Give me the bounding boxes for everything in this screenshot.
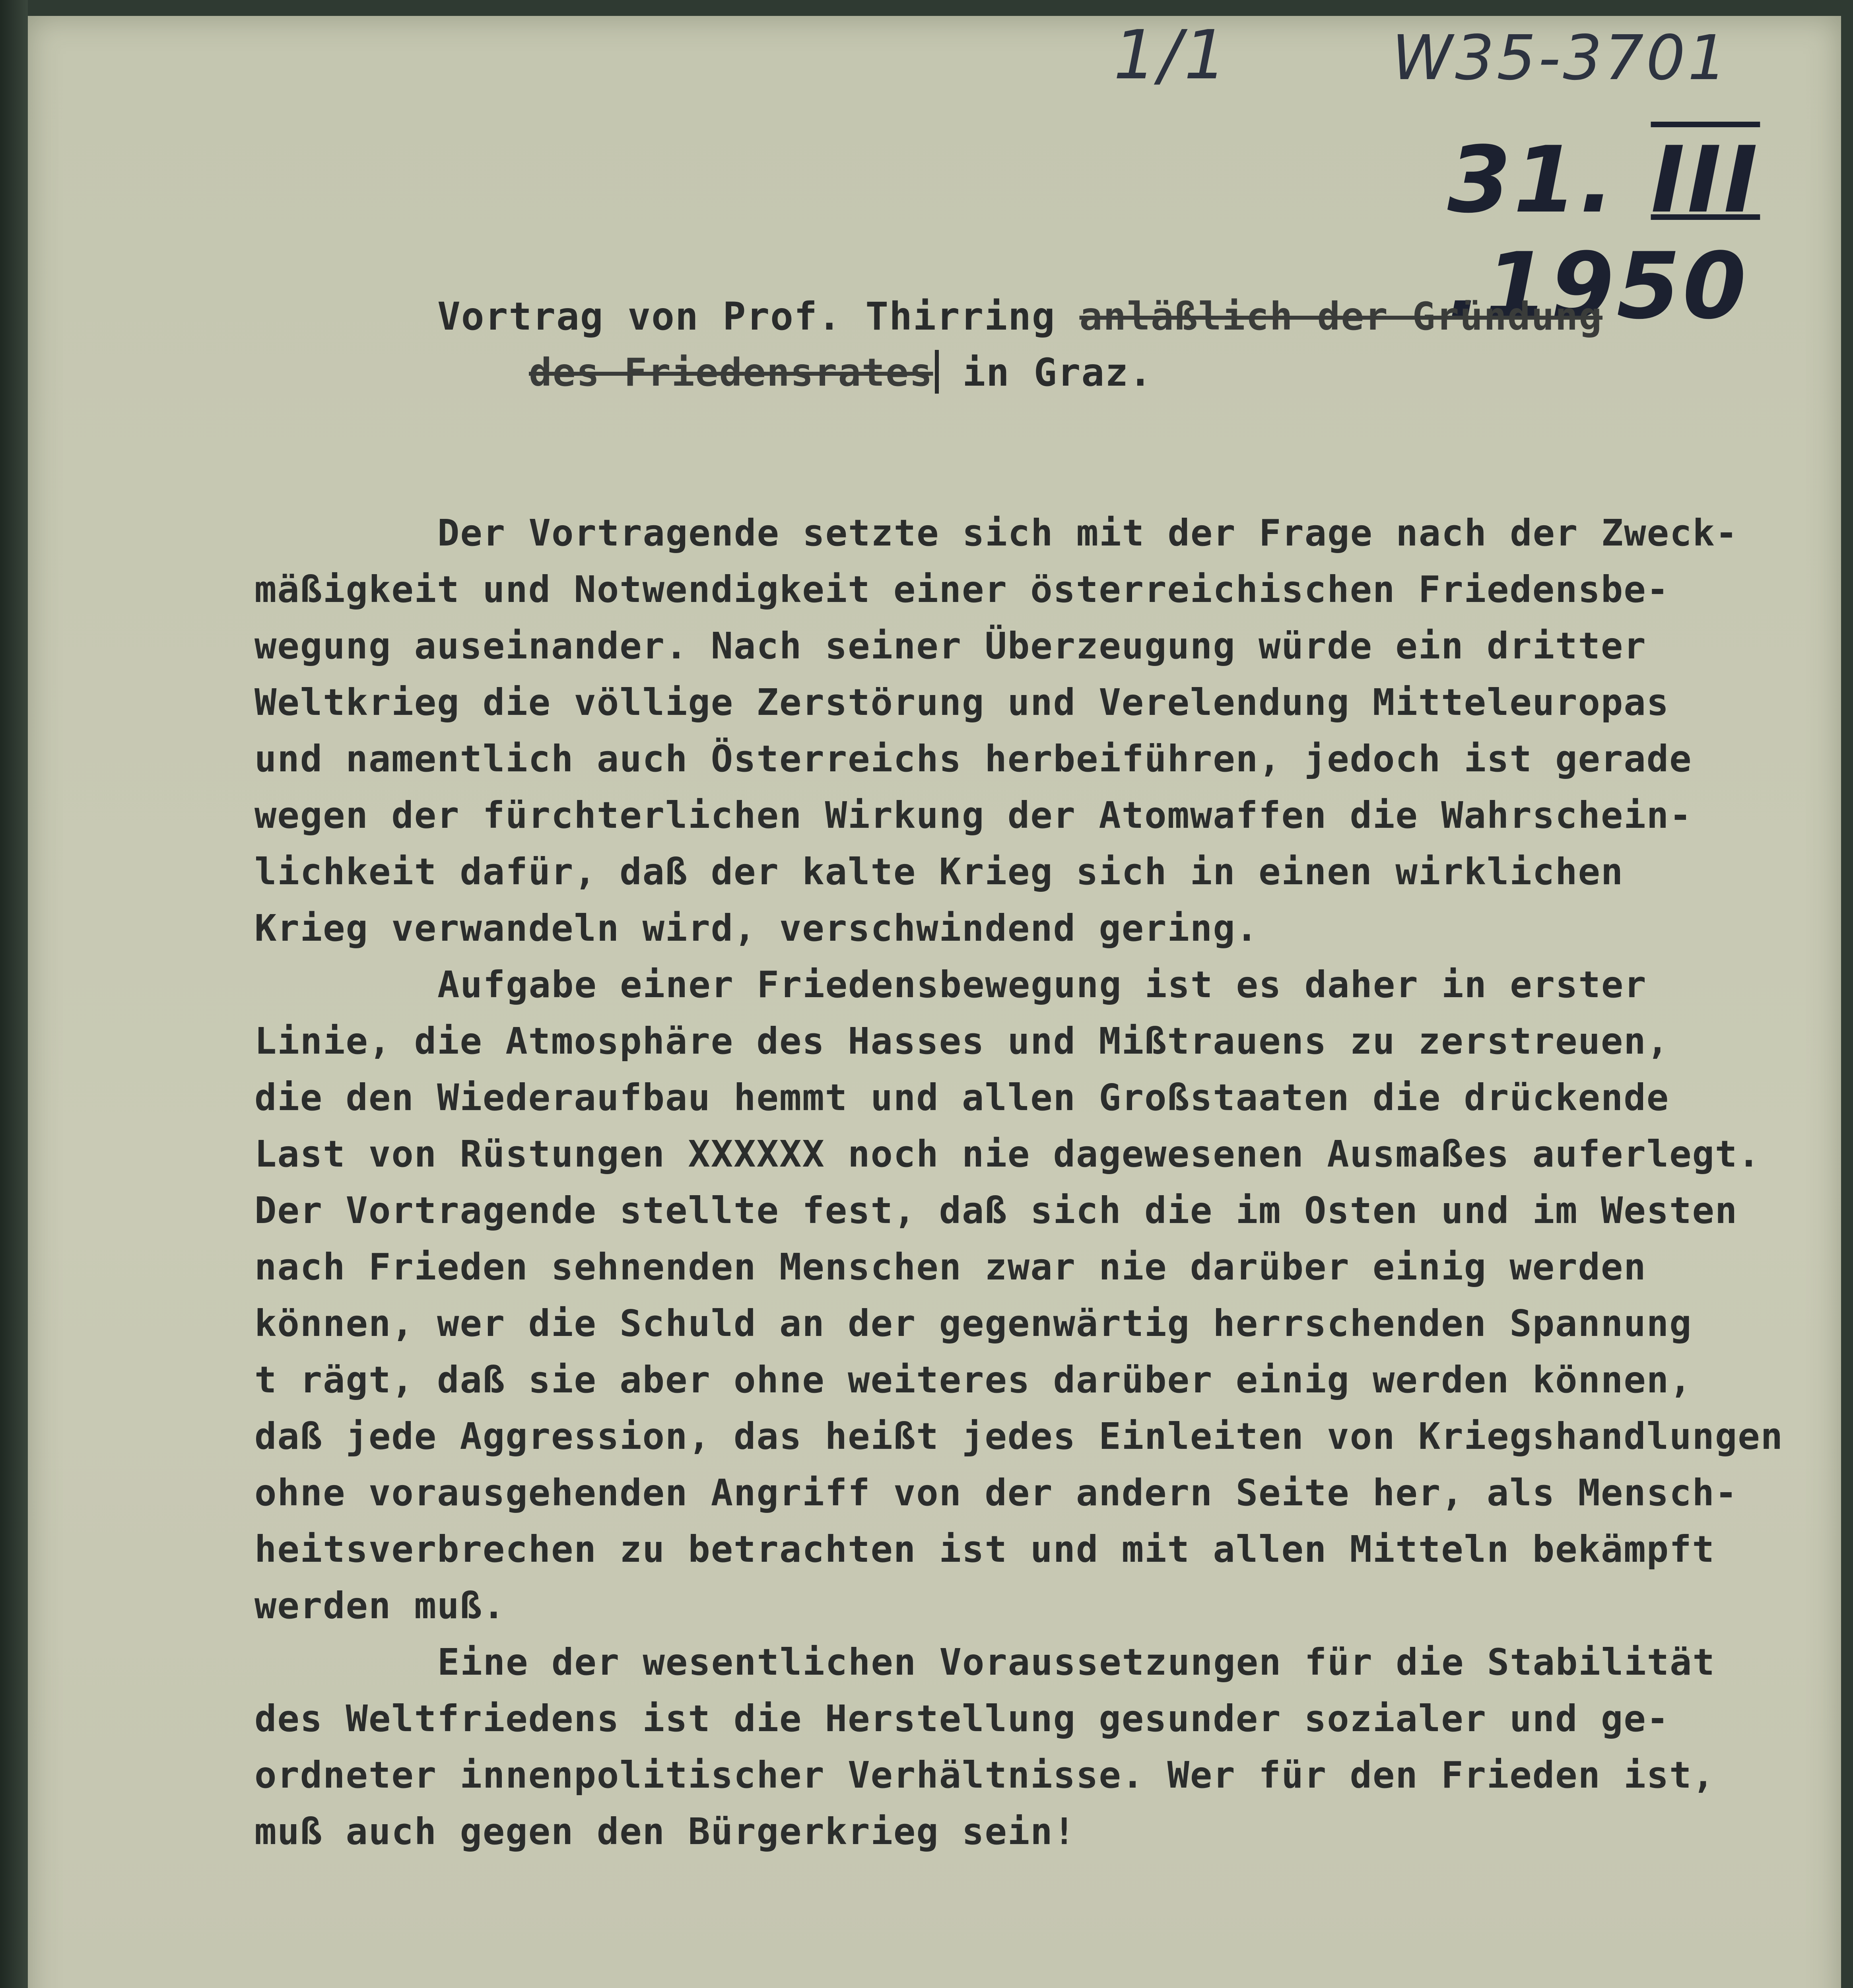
paragraph-1-line: wegen der fürchterlichen Wirkung der Atomwaffen die Wahrschein- bbox=[254, 794, 1692, 837]
title-struck-text-2: des Friedensrates bbox=[529, 350, 933, 395]
handwritten-archive-code: W35-3701 bbox=[1392, 22, 1729, 94]
paragraph-3-line: muß auch gegen den Bürgerkrieg sein! bbox=[254, 1810, 1076, 1853]
paragraph-2-line: heitsverbrechen zu betrachten ist und mit allen Mitteln bekämpft bbox=[254, 1528, 1715, 1571]
body-text bbox=[254, 505, 1805, 1860]
paragraph-3-line: des Weltfriedens ist die Herstellung gesunder sozialer und ge- bbox=[254, 1697, 1670, 1740]
paragraph-1-line: wegung auseinander. Nach seiner Überzeugung würde ein dritter bbox=[254, 625, 1647, 667]
paragraph-2-line: nach Frieden sehnenden Menschen zwar nie darüber einig werden bbox=[254, 1246, 1647, 1288]
title-kept-text: Vortrag von Prof. Thirring bbox=[437, 294, 1080, 339]
title-line-1 bbox=[437, 294, 1602, 339]
paragraph-1-line: Der Vortragende setzte sich mit der Frage nach der Zweck- bbox=[437, 512, 1738, 554]
paragraph-2-line: t rägt, daß sie aber ohne weiteres darüber einig werden können, bbox=[254, 1359, 1692, 1401]
paragraph-1-line: Krieg verwandeln wird, verschwindend gering. bbox=[254, 907, 1259, 949]
paragraph-2-line: können, wer die Schuld an der gegenwärtig herrschenden Spannung bbox=[254, 1302, 1692, 1345]
paragraph-1-line: mäßigkeit und Notwendigkeit einer österreichischen Friedensbe- bbox=[254, 568, 1670, 611]
paragraph-1-line: lichkeit dafür, daß der kalte Krieg sich in einen wirklichen bbox=[254, 850, 1624, 893]
title-line-2 bbox=[529, 350, 1153, 395]
paragraph-2-line: die den Wiederaufbau hemmt und allen Großstaaten die drückende bbox=[254, 1076, 1670, 1119]
date-month-roman: III bbox=[1651, 127, 1760, 233]
date-year: .1950 bbox=[1447, 233, 1749, 340]
paragraph-2-line: daß jede Aggression, das heißt jedes Einleiten von Kriegshandlungen bbox=[254, 1415, 1784, 1458]
date-day: 31. bbox=[1447, 127, 1617, 233]
title-kept-text-2: in Graz. bbox=[938, 350, 1153, 395]
paragraph-2-line: Last von Rüstungen XXXXXX noch nie dagewesenen Ausmaßes auferlegt. bbox=[254, 1133, 1761, 1175]
paragraph-2-line: Der Vortragende stellte fest, daß sich die im Osten und im Westen bbox=[254, 1189, 1738, 1232]
title-struck-text: anläßlich der Gründung bbox=[1079, 294, 1603, 339]
paragraph-2-line: werden muß. bbox=[254, 1584, 506, 1627]
paragraph-3-line: Eine der wesentlichen Voraussetzungen für die Stabilität bbox=[437, 1641, 1715, 1683]
paragraph-1-line: Weltkrieg die völlige Zerstörung und Verelendung Mitteleuropas bbox=[254, 681, 1670, 724]
paragraph-3-line: ordneter innenpolitischer Verhältnisse. Wer für den Frieden ist, bbox=[254, 1754, 1715, 1796]
scan-left-edge bbox=[0, 0, 28, 1988]
handwritten-fraction: 1/1 bbox=[1113, 16, 1230, 95]
paragraph-2-line: Aufgabe einer Friedensbewegung ist es daher in erster bbox=[437, 963, 1647, 1006]
paragraph-1-line: und namentlich auch Österreichs herbeiführen, jedoch ist gerade bbox=[254, 738, 1692, 780]
insertion-mark bbox=[935, 350, 939, 394]
paragraph-2-line: ohne vorausgehenden Angriff von der andern Seite her, als Mensch- bbox=[254, 1472, 1738, 1514]
paragraph-2-line: Linie, die Atmosphäre des Hasses und Mißtrauens zu zerstreuen, bbox=[254, 1020, 1670, 1062]
